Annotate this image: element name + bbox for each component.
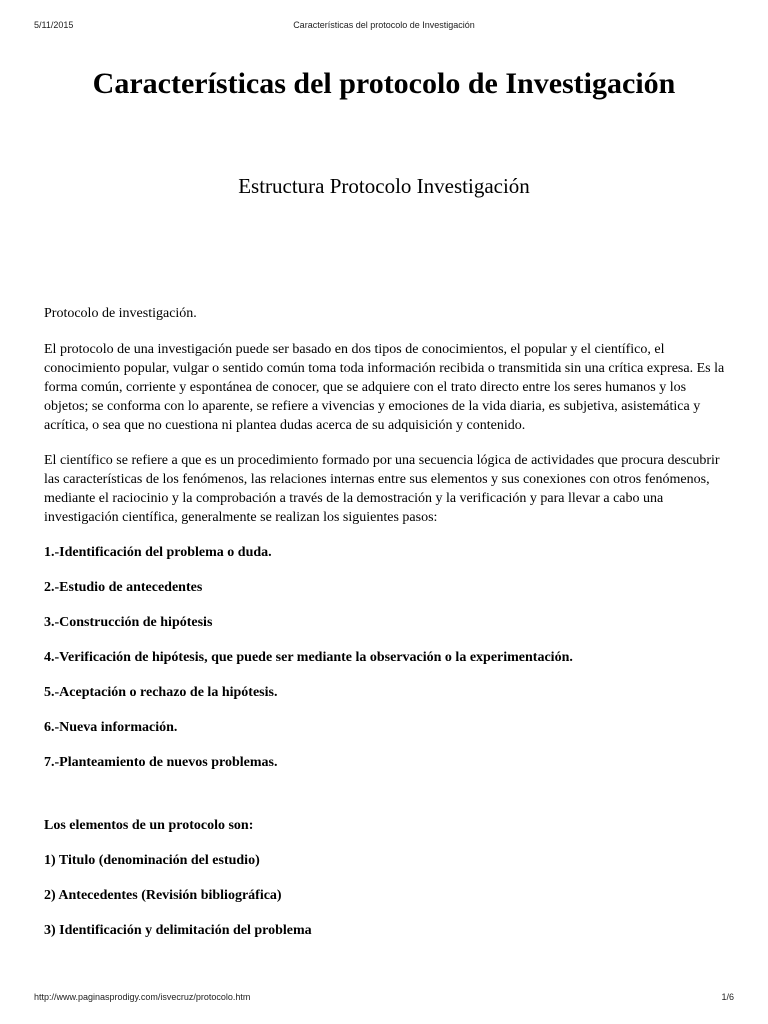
element-item: 2) Antecedentes (Revisión bibliográfica)	[44, 888, 282, 903]
print-footer	[34, 990, 734, 1004]
paragraph-conocimiento-cientifico: El científico se refiere a que es un procedimiento formado por una secuencia lógica de actividades que procura descubrir las características de los fenómenos, las relaciones internas entre sus elementos y sus conexiones con otros fenómenos, mediante el raciocinio y la comprobación a través de la demostración y la verificación y para llevar a cabo una investigación científica, generalmente se realizan los siguientes pasos:	[44, 453, 720, 525]
step-item: 1.-Identificación del problema o duda.	[44, 545, 272, 560]
print-header-title: Características del protocolo de Investigación	[293, 20, 475, 30]
print-header	[34, 18, 734, 32]
step-item: 4.-Verificación de hipótesis, que puede ser mediante la observación o la experimentación.	[44, 650, 573, 665]
paragraph-conocimiento-popular: El protocolo de una investigación puede ser basado en dos tipos de conocimientos, el popular y el científico, el conocimiento popular, vulgar o sentido común toma toda información recibida o transmitida sin una crítica expresa. Es la forma común, corriente y espontánea de conocer, que se adquiere con el trato directo entre los seres humanos y los objetos; se conforma con lo aparente, se refiere a vivencias y emociones de la vida diaria, es subjetiva, asistemática y acrítica, o sea que no cuestiona ni plantea dudas acerca de su adquisición y contenido.	[44, 342, 725, 433]
print-date: 5/11/2015	[34, 20, 74, 30]
element-item: 3) Identificación y delimitación del problema	[44, 923, 312, 938]
step-item: 3.-Construcción de hipótesis	[44, 615, 213, 630]
document-body	[44, 304, 728, 956]
page-subtitle: Estructura Protocolo Investigación	[238, 174, 530, 198]
source-url: http://www.paginasprodigy.com/isvecruz/protocolo.htm	[34, 992, 251, 1002]
page-title: Características del protocolo de Investigación	[92, 67, 676, 100]
step-item: 6.-Nueva información.	[44, 720, 178, 735]
section-spacer	[44, 788, 728, 816]
elements-heading: Los elementos de un protocolo son:	[44, 818, 254, 833]
step-item: 5.-Aceptación o rechazo de la hipótesis.	[44, 685, 278, 700]
intro-line: Protocolo de investigación.	[44, 306, 197, 321]
element-item: 1) Titulo (denominación del estudio)	[44, 853, 260, 868]
step-item: 2.-Estudio de antecedentes	[44, 580, 203, 595]
step-item: 7.-Planteamiento de nuevos problemas.	[44, 755, 278, 770]
page-number: 1/6	[721, 992, 734, 1002]
